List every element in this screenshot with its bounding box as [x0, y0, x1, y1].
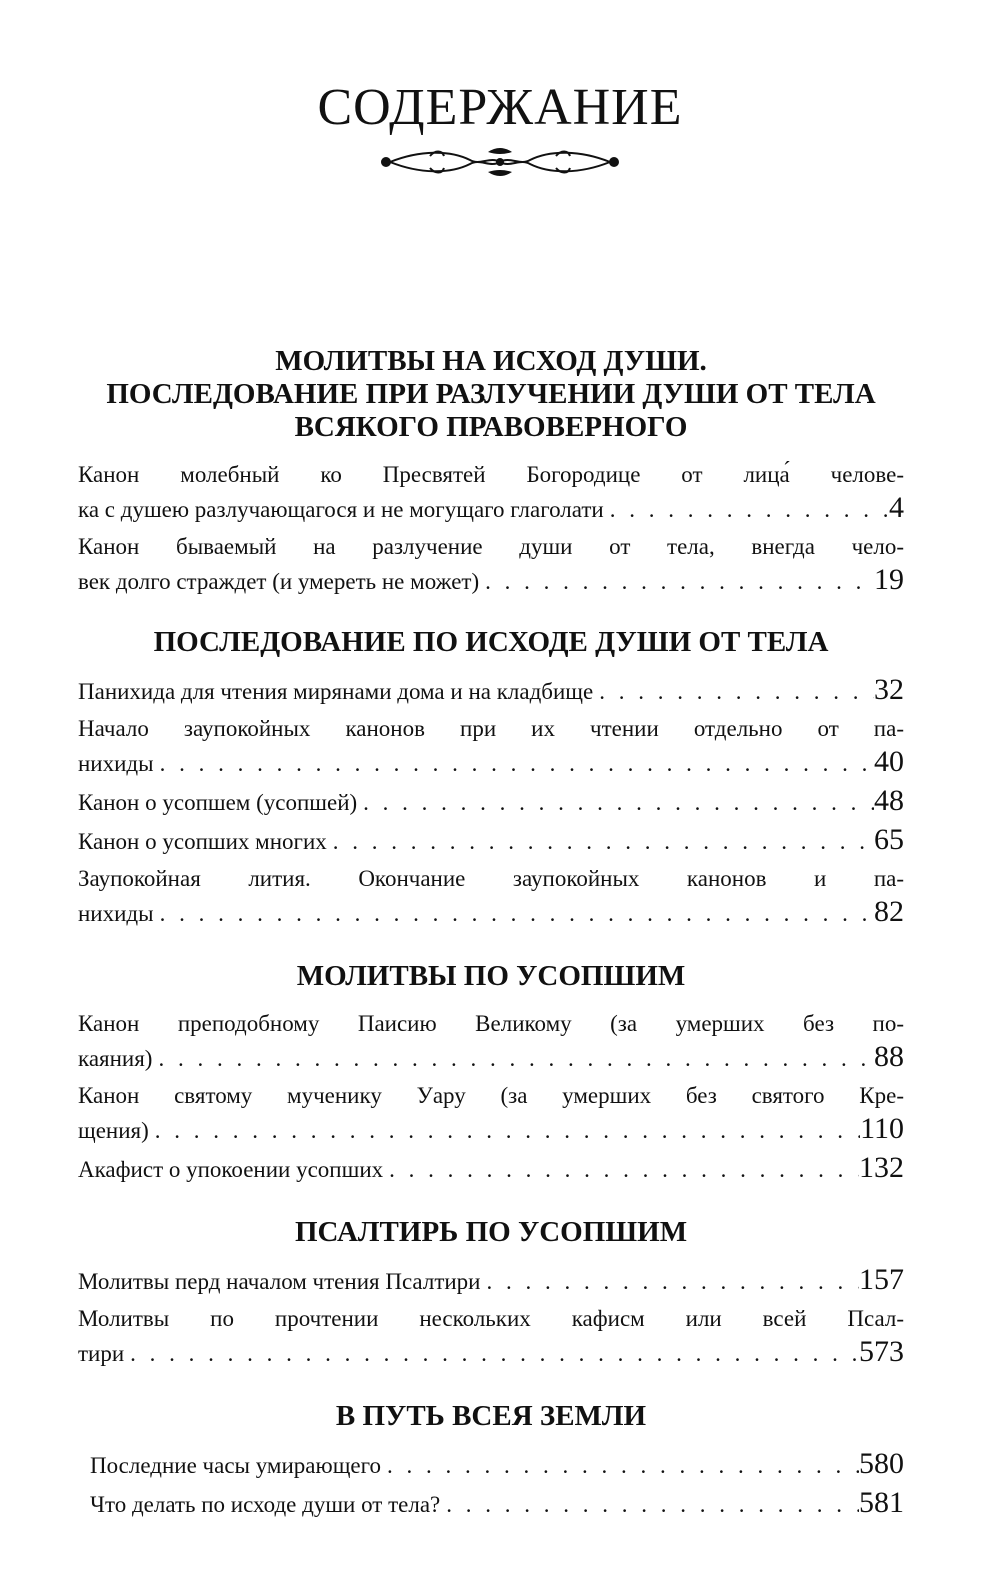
entry-text-line: Панихида для чтения мирянами дома и на кладбище: [78, 679, 594, 704]
toc-entry[interactable]: [78, 784, 904, 819]
toc-section-3: [78, 960, 904, 1186]
page-number: 82: [874, 895, 904, 928]
dot-leader: [154, 897, 874, 930]
table-of-contents: [78, 345, 904, 1521]
section-title-line: В ПУТЬ ВСЕЯ ЗЕМЛИ: [335, 1400, 647, 1432]
entry-text-line: Акафист о упокоении усопших: [78, 1157, 384, 1182]
toc-entry[interactable]: [90, 1447, 904, 1482]
entry-text-line: Канон бываемый на разлучение души от тела, внегда чело-: [78, 534, 904, 559]
page-number: 48: [874, 784, 904, 817]
section-title: [78, 626, 904, 659]
toc-entry[interactable]: [78, 823, 904, 858]
entry-text-line: тири: [78, 1341, 125, 1366]
toc-entry[interactable]: [78, 530, 904, 598]
entry-text-line: нихиды: [78, 901, 154, 926]
entry-text-line: ка с душею разлучающагося и не могущаго глаголати: [78, 497, 604, 522]
dot-leader: [440, 1488, 859, 1521]
toc-entry[interactable]: [78, 458, 904, 526]
entry-text-line: Молитвы перд началом чтения Псалтири: [78, 1269, 481, 1294]
section-title: [78, 1400, 904, 1433]
toc-section-2: [78, 626, 904, 930]
section-title: [78, 1216, 904, 1249]
page-number: 88: [874, 1040, 904, 1073]
dot-leader: [479, 565, 874, 598]
dot-leader: [152, 1042, 874, 1075]
section-title-line: МОЛИТВЫ ПО УСОПШИМ: [296, 960, 686, 992]
entry-text-line: Канон преподобному Паисию Великому (за умерших без по-: [78, 1011, 904, 1036]
section-title-line: ПСАЛТИРЬ ПО УСОПШИМ: [294, 1216, 688, 1248]
toc-entry[interactable]: [78, 1007, 904, 1075]
dot-leader: [383, 1153, 859, 1186]
toc-section-5: [78, 1400, 904, 1521]
dot-leader: [481, 1265, 860, 1298]
dot-leader: [593, 675, 874, 708]
dot-leader: [124, 1337, 859, 1370]
toc-section-1: [78, 345, 904, 598]
section-title: [78, 960, 904, 993]
entry-text-line: Что делать по исходе души от тела?: [90, 1492, 441, 1517]
dot-leader: [381, 1449, 859, 1482]
page-number: 580: [859, 1447, 904, 1480]
entry-text-line: Заупокойная лития. Окончание заупокойных канонов и па-: [78, 866, 904, 891]
entry-text-line: Последние часы умирающего: [90, 1453, 381, 1478]
toc-entry[interactable]: [90, 1486, 904, 1521]
entry-text-line: каяния): [78, 1046, 153, 1071]
page-title: СОДЕРЖАНИЕ: [317, 79, 683, 136]
page-number: 65: [874, 823, 904, 856]
section-title-line: ПОСЛЕДОВАНИЕ ПО ИСХОДЕ ДУШИ ОТ ТЕЛА: [153, 626, 829, 658]
section-title-line: ПОСЛЕДОВАНИЕ ПРИ РАЗЛУЧЕНИИ ДУШИ ОТ ТЕЛА: [106, 378, 876, 410]
toc-entry[interactable]: [78, 1263, 904, 1298]
dot-leader: [604, 493, 889, 526]
dot-leader: [149, 1114, 860, 1147]
page-number: 19: [874, 563, 904, 596]
toc-entry[interactable]: [78, 712, 904, 780]
section-title: [78, 345, 904, 444]
entry-text-line: Молитвы по прочтении нескольких кафисм или всей Псал-: [78, 1306, 904, 1331]
entry-text-line: нихиды: [78, 751, 154, 776]
entry-text-line: Канон молебный ко Пресвятей Богородице от лица́ челове-: [78, 462, 904, 487]
dot-leader: [154, 747, 874, 780]
page-number: 573: [859, 1335, 904, 1368]
page-number: 581: [859, 1486, 904, 1519]
entry-text-line: Канон о усопших многих: [78, 829, 327, 854]
entry-text-line: щения): [78, 1118, 149, 1143]
page-number: 32: [874, 673, 904, 706]
ornament-divider: [370, 142, 630, 182]
page-number: 40: [874, 745, 904, 778]
page-number: 157: [859, 1263, 904, 1296]
dot-leader: [357, 786, 874, 819]
page-number: 132: [859, 1151, 904, 1184]
toc-entry[interactable]: [78, 1302, 904, 1370]
toc-section-4: [78, 1216, 904, 1370]
entry-text-line: Канон святому мученику Уару (за умерших без святого Кре-: [78, 1083, 904, 1108]
toc-entry[interactable]: [78, 1151, 904, 1186]
section-title-line: МОЛИТВЫ НА ИСХОД ДУШИ.: [275, 345, 707, 377]
page-number: 110: [860, 1112, 904, 1145]
entry-text-line: век долго страждет (и умереть не может): [78, 569, 480, 594]
entry-text-line: Канон о усопшем (усопшей): [78, 790, 358, 815]
toc-entry[interactable]: [78, 1079, 904, 1147]
toc-entry[interactable]: [78, 673, 904, 708]
page-number: 4: [889, 491, 904, 524]
toc-entry[interactable]: [78, 862, 904, 930]
dot-leader: [327, 825, 874, 858]
entry-text-line: Начало заупокойных канонов при их чтении отдельно от па-: [78, 716, 904, 741]
section-title-line: ВСЯКОГО ПРАВОВЕРНОГО: [294, 411, 688, 443]
